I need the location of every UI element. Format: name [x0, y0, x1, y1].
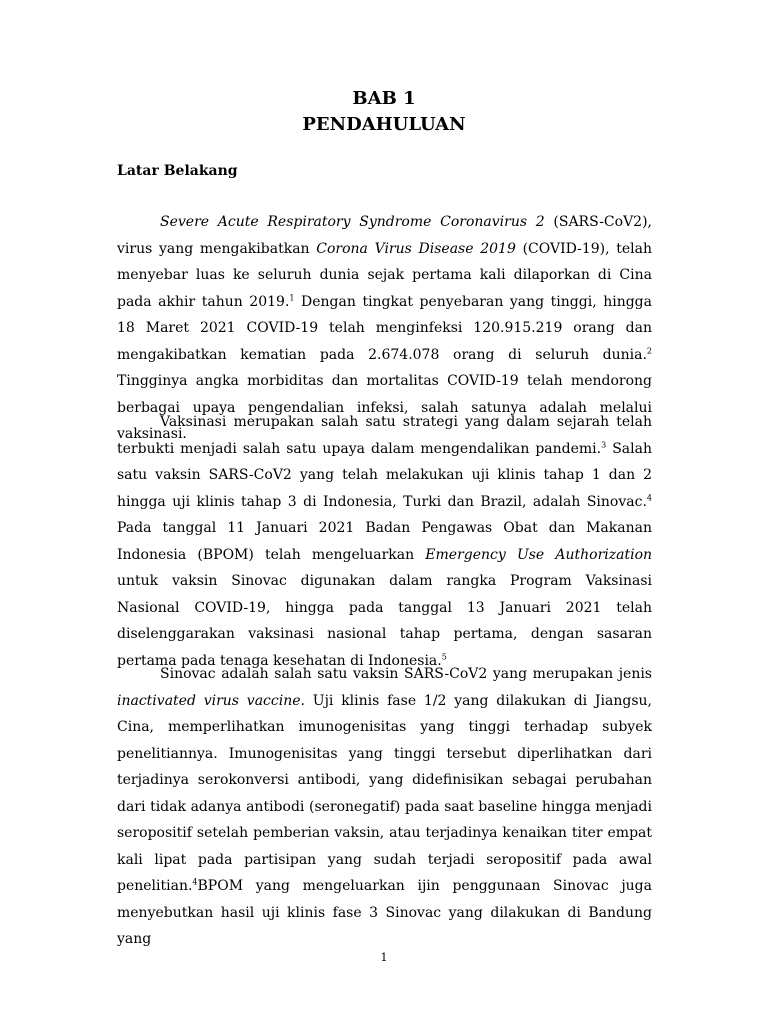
text-span: inactivated virus vaccine.: [117, 692, 305, 709]
text-span: untuk vaksin Sinovac digunakan dalam rangka Program Vaksinasi Nasional COVID-19, hingga pada tanggal 13 Januari 2021 telah diselenggarakan vaksinasi nasional tahap pertama, dengan sasaran pertama pada tenaga kesehatan di Indonesia.: [117, 573, 652, 669]
citation-ref: 4: [646, 492, 652, 502]
text-span: Tingginya angka morbiditas dan mortalitas COVID-19 telah mendorong berbagai upaya pengendalian infeksi, salah satunya adalah melalui vaksinasi.: [117, 373, 652, 442]
text-span: (SARS-CoV2), virus yang mengakibatkan: [117, 214, 653, 257]
text-span: Emergency Use Authorization: [425, 546, 653, 563]
page-number: 1: [380, 951, 388, 964]
text-span: Salah satu vaksin SARS-CoV2 yang telah melakukan uji klinis tahap 1 dan 2 hingga uji klinis tahap 3 di Indonesia, Turki dan Brazil, adalah Sinovac.: [117, 440, 652, 510]
text-span: Severe Acute Respiratory Syndrome Coronavirus 2: [160, 214, 545, 230]
text-span: Pada tanggal 11 Januari 2021 Badan Pengawas Obat dan Makanan Indonesia (BPOM) telah mengeluarkan: [117, 520, 652, 563]
text-span: Vaksinasi merupakan salah satu strategi yang dalam sejarah telah terbukti menjadi salah satu upaya dalam mengendalikan pandemi.: [117, 414, 652, 457]
text-span: (COVID-19), telah menyebar luas ke seluruh dunia sejak pertama kali dilaporkan di Cina pada akhir tahun 2019.: [117, 240, 653, 310]
citation-ref: 5: [441, 651, 447, 661]
text-span: Sinovac adalah salah satu vaksin SARS-CoV2 yang merupakan jenis: [160, 666, 652, 682]
citation-ref: 4: [192, 877, 198, 887]
text-span: Corona Virus Disease 2019: [316, 240, 516, 257]
chapter-heading: [0, 86, 768, 138]
text-span: Uji klinis fase 1/2 yang dilakukan di Jiangsu, Cina, memperlihatkan imunogenisitas yang tinggi terhadap subyek penelitiannya. Imunogenisitas yang tinggi tersebut diperlihatkan dari terjadinya serokonversi antibodi, yang didefinisikan sebagai perubahan dari tidak adanya antibodi (seronegatif) pada saat baseline hingga menjadi seropositif setelah pemberian vaksin, atau terjadinya kenaikan titer empat kali lipat pada partisipan yang sudah terjadi seropositif pada awal penelitian.: [117, 692, 652, 894]
paragraph-3: [117, 661, 652, 953]
chapter-number: BAB 1: [352, 88, 416, 109]
chapter-title: PENDAHULUAN: [302, 114, 466, 135]
citation-ref: 2: [646, 345, 652, 355]
paragraph-2: [117, 409, 652, 674]
citation-ref: 1: [289, 292, 295, 302]
section-title: Latar Belakang: [117, 163, 238, 179]
text-span: Dengan tingkat penyebaran yang tinggi, hingga 18 Maret 2021 COVID-19 telah menginfeksi 120.915.219 orang dan mengakibatkan kematian pada 2.674.078 orang di seluruh dunia.: [117, 293, 652, 363]
citation-ref: 3: [601, 439, 607, 449]
text-span: BPOM yang mengeluarkan ijin penggunaan Sinovac juga menyebutkan hasil uji klinis fase 3 Sinovac yang dilakukan di Bandung yang: [117, 878, 652, 947]
